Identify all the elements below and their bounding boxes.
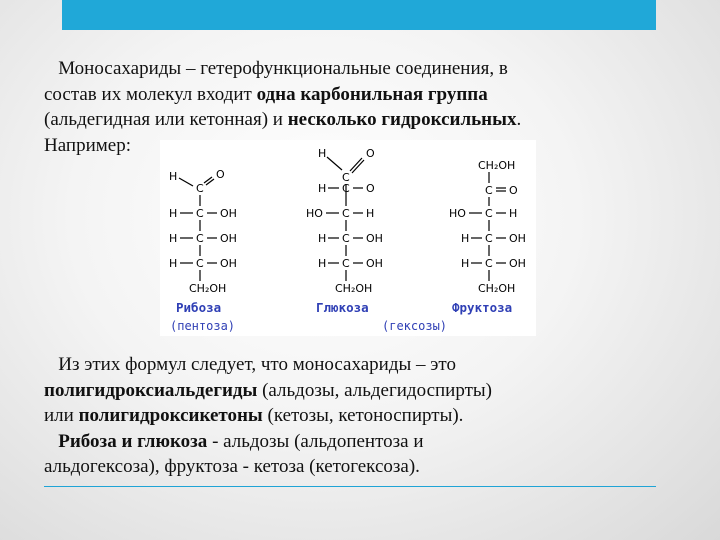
intro-example-label: Например: bbox=[44, 134, 131, 156]
fructose-oh4: OH bbox=[509, 232, 526, 245]
intro-bold-carbonyl: одна карбонильная группа bbox=[256, 83, 488, 105]
fructose-c4: C bbox=[485, 232, 493, 245]
monosaccharide-formulas-figure bbox=[160, 140, 536, 336]
conclusion-line-3-rest: (кетозы, кетоноспирты). bbox=[262, 405, 464, 426]
glucose-h5: H bbox=[318, 257, 327, 270]
glucose-o-ring: O bbox=[366, 182, 375, 195]
ribose-c4: C bbox=[196, 257, 204, 270]
fructose-formula bbox=[449, 159, 526, 315]
fructose-h4: H bbox=[461, 232, 470, 245]
glucose-c5: C bbox=[342, 257, 350, 270]
glucose-h2: H bbox=[318, 182, 327, 195]
glucose-oh4: OH bbox=[366, 232, 383, 245]
glucose-formula bbox=[306, 147, 383, 315]
conclusion-line-5: альдогексоза), фруктоза - кетоза (кетогексоза). bbox=[44, 456, 420, 477]
conclusion-line-4-rest: - альдозы (альдопентоза и bbox=[207, 430, 424, 452]
ribose-c2: C bbox=[196, 207, 204, 220]
title-bar bbox=[62, 0, 656, 30]
formulas-svg bbox=[160, 140, 536, 336]
glucose-oh5: OH bbox=[366, 257, 383, 270]
glucose-name: Глюкоза bbox=[316, 300, 369, 315]
conclusion-paragraph bbox=[44, 352, 664, 480]
ribose-h-ald: H bbox=[169, 170, 178, 183]
intro-line-2: состав их молекул входит bbox=[44, 83, 257, 105]
ribose-c3: C bbox=[196, 232, 204, 245]
fructose-ch2oh-bottom: CH₂OH bbox=[478, 282, 516, 295]
glucose-ch2oh: CH₂OH bbox=[335, 282, 373, 295]
fructose-name: Фруктоза bbox=[452, 300, 513, 315]
glucose-h3: H bbox=[366, 207, 375, 220]
ribose-class: (пентоза) bbox=[170, 319, 236, 333]
ribose-c1: C bbox=[196, 182, 204, 195]
glucose-c1: C bbox=[342, 171, 350, 184]
bottom-divider bbox=[44, 486, 656, 487]
ribose-h2: H bbox=[169, 207, 178, 220]
conclusion-line-1: Из этих формул следует, что моносахариды – это bbox=[58, 354, 456, 375]
ribose-h3: H bbox=[169, 232, 178, 245]
glucose-h4: H bbox=[318, 232, 327, 245]
ribose-ch2oh: CH₂OH bbox=[189, 282, 227, 295]
glucose-bond bbox=[327, 157, 342, 170]
ribose-h4: H bbox=[169, 257, 178, 270]
glucose-ho3: HO bbox=[306, 207, 323, 220]
ribose-oh2: OH bbox=[220, 207, 237, 220]
conclusion-line-2-rest: (альдозы, альдегидоспирты) bbox=[257, 379, 492, 401]
glucose-c4: C bbox=[342, 232, 350, 245]
glucose-c3: C bbox=[342, 207, 350, 220]
fructose-ho3: HO bbox=[449, 207, 466, 220]
glucose-o: O bbox=[366, 147, 375, 160]
fructose-h3: H bbox=[509, 207, 518, 220]
intro-period: . bbox=[516, 109, 522, 130]
glucose-h-ald: H bbox=[318, 147, 327, 160]
conclusion-bold-polyhydroxyketones: полигидроксикетоны bbox=[78, 405, 263, 426]
intro-line-3: (альдегидная или кетонная) и bbox=[44, 109, 288, 130]
fructose-c3: C bbox=[485, 207, 493, 220]
hexoses-class: (гексозы) bbox=[382, 319, 448, 333]
conclusion-bold-ribose-glucose: Рибоза и глюкоза bbox=[58, 430, 208, 452]
ribose-formula bbox=[169, 168, 237, 333]
ribose-bond bbox=[179, 178, 193, 186]
intro-bold-hydroxyl: несколько гидроксильных bbox=[287, 109, 517, 130]
fructose-c5: C bbox=[485, 257, 493, 270]
conclusion-line-3-start: или bbox=[44, 405, 79, 426]
intro-line-1: Моносахариды – гетерофункциональные соединения, в bbox=[58, 58, 508, 79]
fructose-ch2oh-top: CH₂OH bbox=[478, 159, 516, 172]
ribose-name: Рибоза bbox=[176, 300, 222, 315]
conclusion-bold-polyhydroxyaldehydes: полигидроксиальдегиды bbox=[44, 379, 258, 401]
ribose-oh4: OH bbox=[220, 257, 237, 270]
fructose-h5: H bbox=[461, 257, 470, 270]
fructose-c2: C bbox=[485, 184, 493, 197]
ribose-oh3: OH bbox=[220, 232, 237, 245]
fructose-oh5: OH bbox=[509, 257, 526, 270]
glucose-c2: C bbox=[342, 182, 350, 195]
fructose-o: O bbox=[509, 184, 518, 197]
ribose-o: O bbox=[216, 168, 225, 181]
